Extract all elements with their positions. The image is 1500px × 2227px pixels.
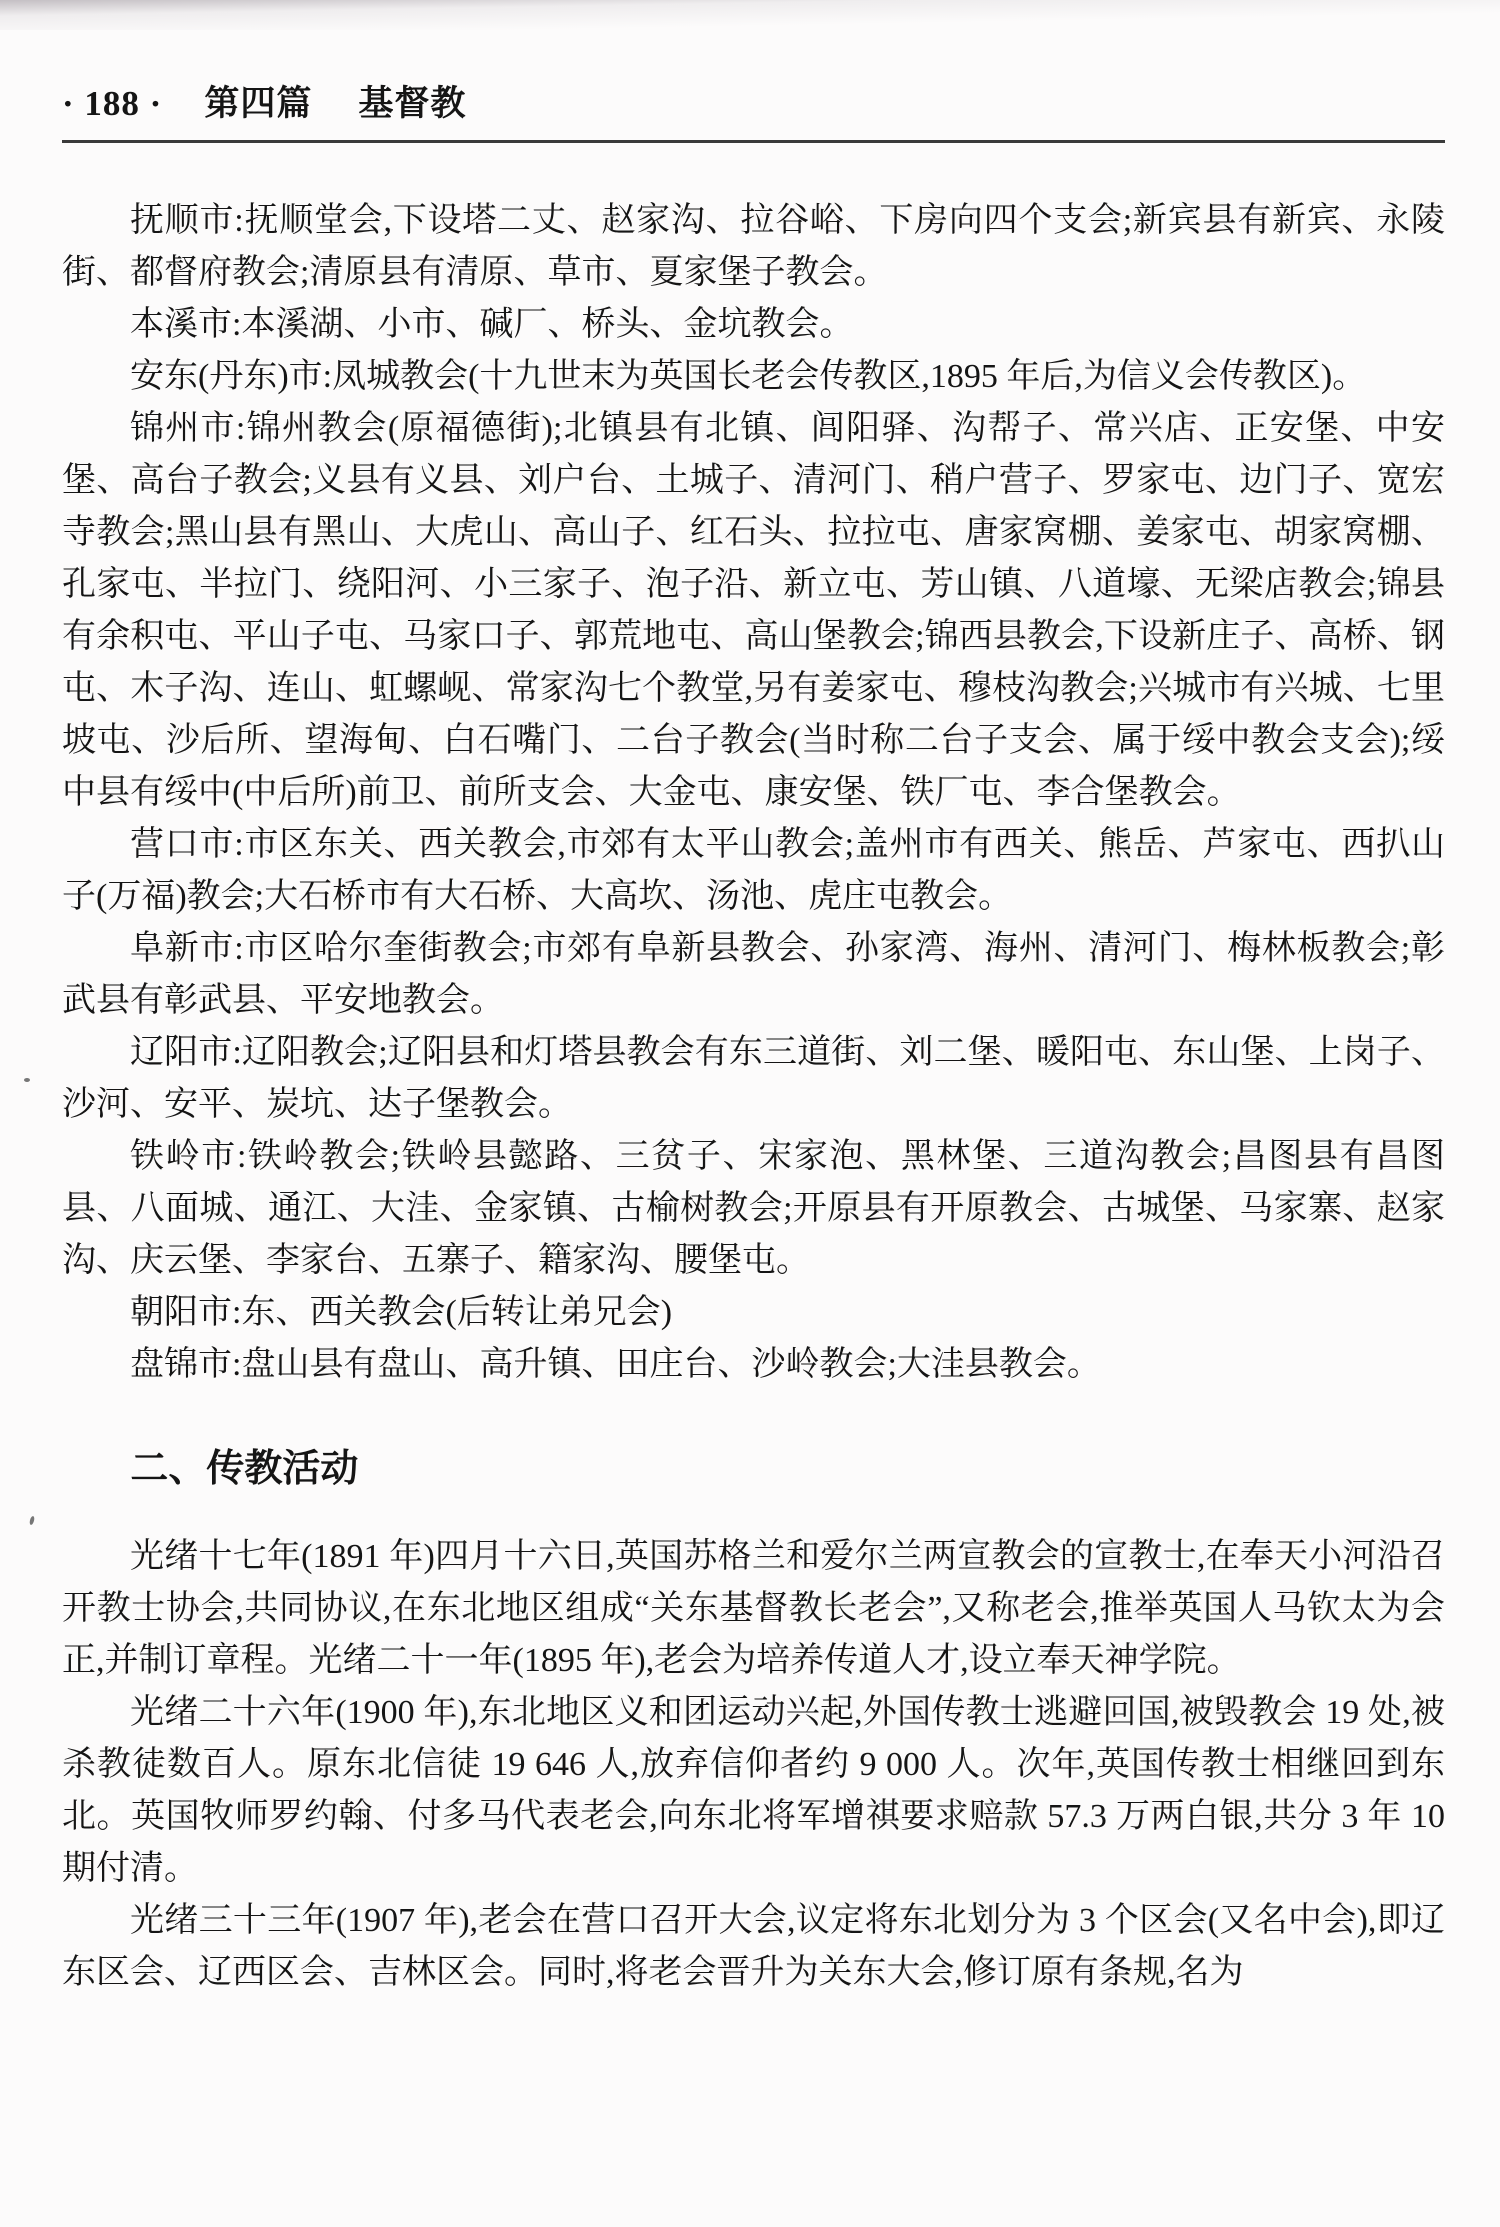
church-list-paragraph: 阜新市:市区哈尔奎街教会;市郊有阜新县教会、孙家湾、海州、清河门、梅林板教会;彰武县有彰武县、平安地教会。 — [62, 930, 1445, 1019]
part-title: 基督教 — [358, 84, 467, 123]
church-list-paragraph: 安东(丹东)市:凤城教会(十九世末为英国长老会传教区,1895 年后,为信义会传教区)。 — [130, 358, 1367, 395]
church-list-paragraph: 盘锦市:盘山县有盘山、高升镇、田庄台、沙岭教会;大洼县教会。 — [130, 1346, 1101, 1383]
church-list-paragraph: 抚顺市:抚顺堂会,下设塔二丈、赵家沟、拉谷峪、下房向四个支会;新宾县有新宾、永陵街、都督府教会;清原县有清原、草市、夏家堡子教会。 — [62, 202, 1445, 291]
part-label: 第四篇 — [204, 84, 313, 123]
church-list-paragraph: 本溪市:本溪湖、小市、碱厂、桥头、金坑教会。 — [130, 306, 854, 343]
church-list-paragraph: 辽阳市:辽阳教会;辽阳县和灯塔县教会有东三道街、刘二堡、暖阳屯、东山堡、上岗子、沙河、安平、炭坑、达子堡教会。 — [62, 1034, 1445, 1123]
section-heading: 二、传教活动 — [130, 1448, 359, 1490]
activity-paragraph: 光绪十七年(1891 年)四月十六日,英国苏格兰和爱尔兰两宣教会的宣教士,在奉天小河沿召开教士协会,共同协议,在东北地区组成“关东基督教长老会”,又称老会,推举英国人马钦太为会正,并制订章程。光绪二十一年(1895 年),老会为培养传道人才,设立奉天神学院。 — [62, 1537, 1445, 1679]
scan-speck — [29, 1516, 35, 1526]
page-body — [62, 195, 1445, 1999]
scan-speck — [24, 1078, 30, 1082]
activity-paragraph: 光绪三十三年(1907 年),老会在营口召开大会,议定将东北划分为 3 个区会(又名中会),即辽东区会、辽西区会、吉林区会。同时,将老会晋升为关东大会,修订原有条规,名为 — [62, 1901, 1445, 1991]
activity-paragraph: 光绪二十六年(1900 年),东北地区义和团运动兴起,外国传教士逃避回国,被毁教会 19 处,被杀教徒数百人。原东北信徒 19 646 人,放弃信仰者约 9 000 人。次年,英国传教士相继回到东北。英国牧师罗约翰、付多马代表老会,向东北将军增祺要求赔款 57.3 万两白银,共分 3 年 10 期付清。 — [62, 1693, 1445, 1887]
scan-edge-shadow — [0, 0, 1500, 30]
church-list-paragraph: 营口市:市区东关、西关教会,市郊有太平山教会;盖州市有西关、熊岳、芦家屯、西扒山子(万福)教会;大石桥市有大石桥、大高坎、汤池、虎庄屯教会。 — [62, 826, 1445, 915]
page-number: · 188 · — [62, 84, 163, 123]
church-list-paragraph: 铁岭市:铁岭教会;铁岭县懿路、三贫子、宋家泡、黑林堡、三道沟教会;昌图县有昌图县、八面城、通江、大洼、金家镇、古榆树教会;开原县有开原教会、古城堡、马家寨、赵家沟、庆云堡、李家台、五寨子、籍家沟、腰堡屯。 — [62, 1138, 1445, 1279]
page-header — [62, 76, 1445, 143]
church-list-paragraph: 锦州市:锦州教会(原福德街);北镇县有北镇、闾阳驿、沟帮子、常兴店、正安堡、中安堡、高台子教会;义县有义县、刘户台、土城子、清河门、稍户营子、罗家屯、边门子、宽宏寺教会;黑山县有黑山、大虎山、高山子、红石头、拉拉屯、唐家窝棚、姜家屯、胡家窝棚、孔家屯、半拉门、绕阳河、小三家子、泡子沿、新立屯、芳山镇、八道壕、无梁店教会;锦县有余积屯、平山子屯、马家口子、郭荒地屯、高山堡教会;锦西县教会,下设新庄子、高桥、钢屯、木子沟、连山、虹螺岘、常家沟七个教堂,另有姜家屯、穆枝沟教会;兴城市有兴城、七里坡屯、沙后所、望海甸、白石嘴门、二台子教会(当时称二台子支会、属于绥中教会支会);绥中县有绥中(中后所)前卫、前所支会、大金屯、康安堡、铁厂屯、李合堡教会。 — [62, 410, 1445, 811]
church-list-paragraph: 朝阳市:东、西关教会(后转让弟兄会) — [130, 1294, 673, 1331]
